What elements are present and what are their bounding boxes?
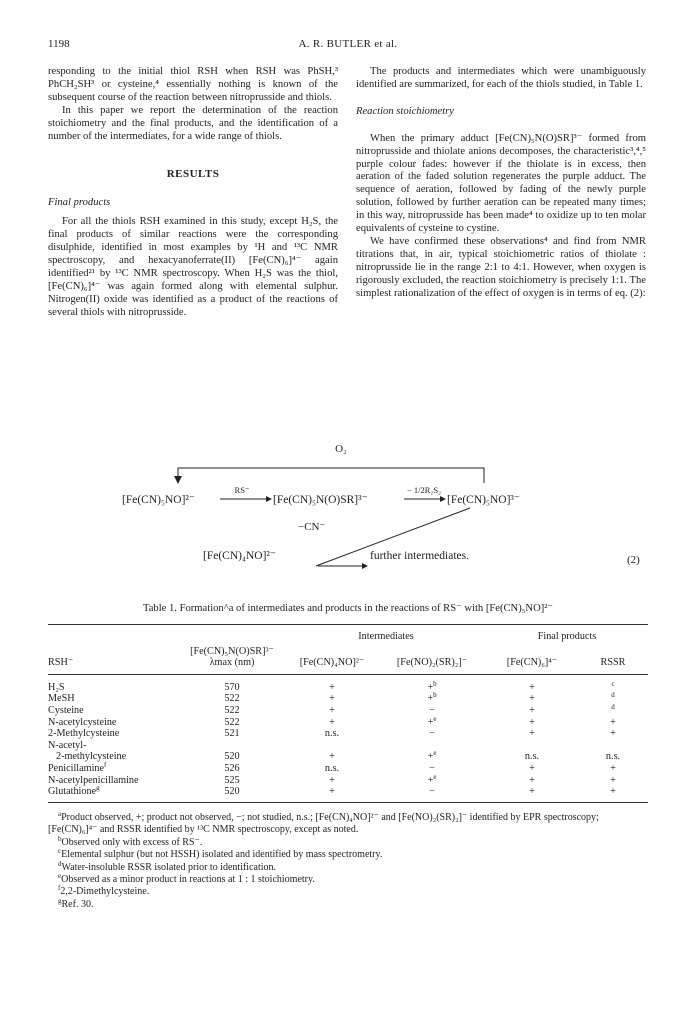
- fe4no-cell: +: [329, 704, 335, 716]
- lambda-cell: 525: [224, 774, 240, 786]
- table-row: [48, 763, 648, 775]
- feno2-cell: −: [429, 786, 435, 798]
- footnote-f: $^f$2,2-Dimethylcysteine.: [58, 884, 150, 898]
- fecn6-cell: +: [529, 774, 535, 786]
- lambda-cell: 520: [224, 751, 240, 763]
- rssr-cell: +: [610, 774, 616, 786]
- rsh-cell: MeSH: [48, 693, 75, 705]
- fe4no-cell: +: [329, 681, 335, 693]
- table-row: [48, 775, 648, 787]
- page-number: 1198: [48, 38, 70, 50]
- feno2-cell: +$^b$: [427, 691, 437, 705]
- rssr-column-header: RSSR: [600, 657, 626, 669]
- table-row: [48, 717, 648, 729]
- empty-cell: [486, 740, 578, 752]
- nitroprusside-species: [Fe(CN)₅NO]²⁻: [122, 494, 195, 506]
- feno2-cell: +$^b$: [427, 679, 437, 693]
- results-table: [48, 624, 648, 803]
- adduct-column-header: [Fe(CN)₅N(O)SR]³⁻: [190, 645, 274, 657]
- paragraph: When the primary adduct [Fe(CN)₅N(O)SR]³⁻ formed from nitroprusside and thiolate anions decomposes, the characteristic³,⁴,⁵ purple colour fades: however if the thiolate is in excess, then aeration of the faded solution regenerates the purple adduct. The sequence of aeration, followed by fading of the newly purple solution, followed by further aeration can be repeated many times; in this way, nitroprusside has been made⁴ to oxidize up to ten molar equivalents of cysteine to cystine.: [356, 132, 646, 235]
- lambda-cell: 522: [224, 716, 240, 728]
- empty-cell: [578, 740, 648, 752]
- feno2-cell: +$^e$: [427, 714, 437, 728]
- rssr-cell: +: [610, 786, 616, 798]
- disulphide-arrow-label: − 1/2R₂S₂: [406, 485, 442, 495]
- section-heading: RESULTS: [166, 168, 220, 181]
- rssr-cell: d: [611, 702, 615, 711]
- reduced-species: [Fe(CN)₅NO]³⁻: [447, 494, 520, 506]
- rssr-cell: n.s.: [605, 751, 621, 763]
- rsh-cell: 2-Methylcysteine: [48, 728, 120, 740]
- lambda-cell: 526: [224, 762, 240, 774]
- paragraph: We have confirmed these observations⁴ and find from NMR titrations that, in air, typical stoichiometric ratios of thiolate : nitroprusside lie in the range 2:1 to 4:1. However, when oxygen is rigorously excluded, the reaction stoichiometry is precisely 1:1. The simplest rationalization of the effect of oxygen is in terms of eq. (2):: [356, 235, 646, 299]
- empty-cell: [286, 740, 378, 752]
- rssr-cell: +: [610, 762, 616, 774]
- rsh-column-header: RSH⁻: [48, 657, 74, 669]
- rsh-cell: H₂S: [48, 681, 65, 693]
- lambda-column-header: λmax (nm): [209, 657, 255, 669]
- rssr-cell: +: [610, 728, 616, 740]
- rsh-cell: N-acetylcysteine: [48, 716, 117, 728]
- fe4no-cell: +: [329, 751, 335, 763]
- fecn6-cell: +: [529, 728, 535, 740]
- table-row: [48, 751, 648, 763]
- fe4no-cell: +: [329, 786, 335, 798]
- footnote-a: $^a$Product observed, +; product not observed, −; not studied, n.s.; [Fe(CN)₄NO]²⁻ and [Fe(NO)₂(SR)₂]⁻ identified by EPR spectroscopy; [Fe(CN)₆]⁴⁻ and RSSR identified by ¹³C NMR spectroscopy, except as noted.: [48, 810, 599, 836]
- final-products-header: Final products: [537, 631, 597, 642]
- rssr-cell: d: [611, 691, 615, 700]
- paragraph: responding to the initial thiol RSH when RSH was PhSH,³ PhCH₂SH³ or cysteine,⁴ essentially nothing is known of the subsequent course of the reaction between nitroprusside and thiols.: [48, 66, 338, 103]
- table-row: [48, 682, 648, 694]
- table-row: [48, 786, 648, 798]
- paragraph: For all the thiols RSH examined in this study, except H₂S, the final products of similar reactions were the corresponding disulphide, identified in most examples by ¹H and ¹³C NMR spectroscopy, and hexacyanoferrate(II) [Fe(CN)₆]⁴⁻ again identified²¹ by ¹³C NMR spectroscopy. When H₂S was the thiol, [Fe(CN)₆]⁴⁻ was again formed along with elemental sulphur. Nitrogen(II) oxide was identified as a product of the reactions of several thiols with nitroprusside.: [48, 216, 338, 318]
- table-caption: Table 1. Formation^a of intermediates and products in the reactions of RS⁻ with [Fe(CN)₅NO]²⁻: [142, 603, 554, 614]
- fe4no-cell: +: [329, 693, 335, 705]
- rsh-cell: Cysteine: [48, 704, 84, 716]
- subsection-heading: Reaction stoichiometry: [356, 105, 454, 117]
- fe4no-cell: +: [329, 774, 335, 786]
- footnote-c: $^c$Elemental sulphur (but not HSSH) isolated and identified by mass spectrometry.: [58, 847, 383, 861]
- footnote-d: $^d$Water-insoluble RSSR isolated prior to identification.: [58, 859, 277, 873]
- right-column: [356, 66, 646, 301]
- fecn6-cell: +: [529, 716, 535, 728]
- fe4no-cell: n.s.: [324, 728, 340, 740]
- feno2-cell: −: [429, 728, 435, 740]
- lambda-cell: 521: [224, 728, 240, 740]
- paragraph: The products and intermediates which were unambiguously identified are summarized, for each of the thiols studied, in Table 1.: [356, 66, 646, 90]
- footnote-b: $^b$Observed only with excess of RS⁻.: [58, 834, 203, 848]
- fecn6-cell: +: [529, 786, 535, 798]
- feno2-cell: −: [429, 704, 435, 716]
- empty-cell: [178, 740, 286, 752]
- subsection-heading: Final products: [48, 197, 111, 209]
- rs-arrow-label: RS⁻: [234, 485, 250, 495]
- feno2-cell: +$^e$: [427, 772, 437, 786]
- table-row: [48, 705, 648, 717]
- empty-cell: [378, 740, 486, 752]
- lambda-cell: 570: [224, 681, 240, 693]
- footnote-g: $^g$Ref. 30.: [58, 896, 94, 910]
- feno2-column-header: [Fe(NO)₂(SR)₂]⁻: [396, 657, 468, 669]
- further-intermediates: further intermediates.: [370, 550, 469, 562]
- table-row: [48, 693, 648, 705]
- fecn6-cell: n.s.: [524, 751, 540, 763]
- footnote-e: $^e$Observed as a minor product in reactions at 1 : 1 stoichiometry.: [58, 872, 315, 886]
- page-header: [48, 38, 648, 52]
- rssr-cell: c: [611, 679, 615, 688]
- rsh-cell: 2-methylcysteine: [56, 751, 127, 763]
- rssr-cell: +: [610, 716, 616, 728]
- rsh-cell: Glutathione$^g$: [48, 784, 100, 798]
- left-column: [48, 66, 338, 320]
- lambda-cell: 522: [224, 693, 240, 705]
- equation-number: (2): [627, 554, 640, 566]
- fecn6-cell: +: [529, 762, 535, 774]
- lambda-cell: 522: [224, 704, 240, 716]
- table-body: [48, 679, 648, 798]
- fecn6-cell: +: [529, 681, 535, 693]
- table-row: [48, 740, 648, 752]
- rsh-cell: N-acetylpenicillamine: [48, 774, 139, 786]
- o2-label: O₂: [335, 443, 347, 455]
- fe4no-cell: +: [329, 716, 335, 728]
- rsh-cell: Penicillamine$^f$: [48, 760, 107, 774]
- lambda-cell: 520: [224, 786, 240, 798]
- cn-label: −CN⁻: [298, 521, 326, 533]
- feno2-cell: −: [429, 762, 435, 774]
- fecn6-column-header: [Fe(CN)₆]⁴⁻: [506, 657, 558, 669]
- paragraph: In this paper we report the determination of the reaction stoichiometry and the final products, and the identification of a number of the intermediates, for a wide range of thiols.: [48, 104, 338, 142]
- table-footnotes: [48, 812, 648, 911]
- fe4no-column-header: [Fe(CN)₄NO]²⁻: [299, 657, 365, 669]
- table-row: [48, 728, 648, 740]
- adduct-species: [Fe(CN)₅N(O)SR]³⁻: [273, 494, 368, 506]
- running-title: A. R. BUTLER et al.: [298, 38, 398, 50]
- fe4no-cell: n.s.: [324, 762, 340, 774]
- fecn6-cell: +: [529, 693, 535, 705]
- feno2-cell: +$^e$: [427, 749, 437, 763]
- intermediates-header: Intermediates: [358, 631, 414, 642]
- tetracyano-species: [Fe(CN)₄NO]²⁻: [203, 550, 276, 562]
- reaction-scheme: [0, 440, 693, 580]
- rsh-cell: N-acetyl-: [48, 739, 87, 751]
- fecn6-cell: +: [529, 704, 535, 716]
